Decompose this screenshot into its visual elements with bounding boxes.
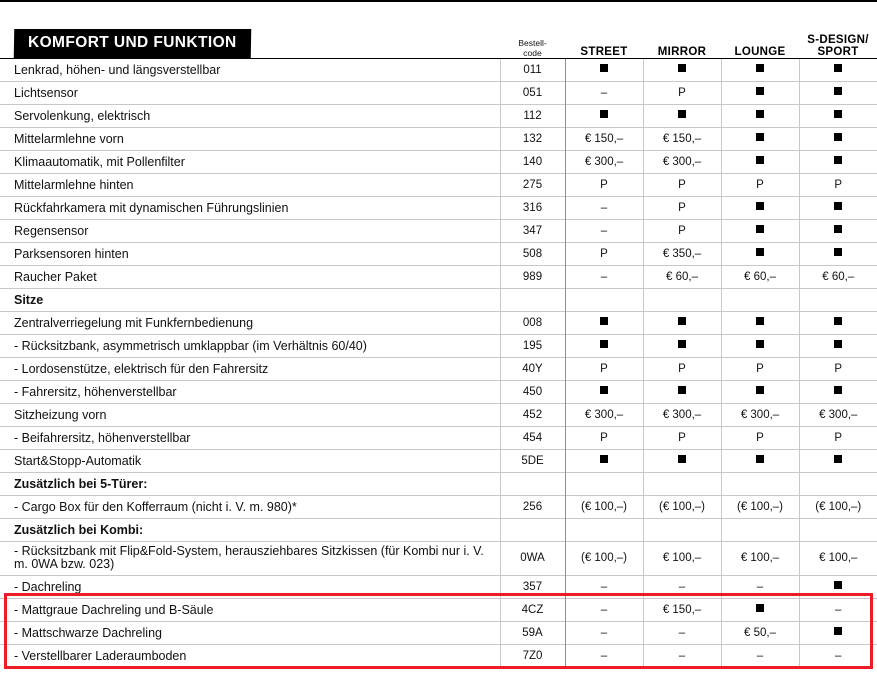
column-header-lounge: [721, 0, 799, 58]
table-row: [0, 334, 877, 357]
value-cell-mirror: € 60,–: [643, 265, 721, 288]
table-header: [0, 0, 877, 58]
feature-label: Klimaautomatik, mit Pollenfilter: [0, 150, 500, 173]
order-code-cell: [500, 472, 565, 495]
value-cell-street: [565, 104, 643, 127]
feature-label: Regensensor: [0, 219, 500, 242]
feature-label: Sitze: [0, 288, 500, 311]
order-code-cell: 275: [500, 173, 565, 196]
value-cell-lounge: € 300,–: [721, 403, 799, 426]
order-code-header: [500, 0, 565, 58]
standard-equipment-icon: [834, 248, 842, 256]
value-cell-sdesign-sport: [799, 242, 877, 265]
value-cell-mirror: € 150,–: [643, 127, 721, 150]
value-cell-sdesign-sport: [799, 621, 877, 644]
column-header-lounge-line1: LOUNGE: [734, 45, 786, 58]
value-cell-sdesign-sport: P: [799, 426, 877, 449]
standard-equipment-icon: [756, 64, 764, 72]
standard-equipment-icon: [756, 386, 764, 394]
standard-equipment-icon: [678, 317, 686, 325]
value-cell-lounge: [721, 104, 799, 127]
standard-equipment-icon: [834, 455, 842, 463]
value-cell-mirror: [643, 449, 721, 472]
standard-equipment-icon: [678, 340, 686, 348]
order-code-cell: 051: [500, 81, 565, 104]
order-code-header-line1: Bestell-: [518, 37, 547, 48]
value-cell-lounge: P: [721, 173, 799, 196]
standard-equipment-icon: [834, 110, 842, 118]
feature-label: Raucher Paket: [0, 265, 500, 288]
table-row: [0, 644, 877, 667]
table-section-row: [0, 518, 877, 541]
value-cell-street: –: [565, 621, 643, 644]
feature-label: - Mattschwarze Dachreling: [0, 621, 500, 644]
value-cell-street: P: [565, 173, 643, 196]
value-cell-street: [565, 380, 643, 403]
table-row: [0, 311, 877, 334]
value-cell-sdesign-sport: [799, 380, 877, 403]
table-row: [0, 380, 877, 403]
value-cell-street: [565, 449, 643, 472]
feature-label: Servolenkung, elektrisch: [0, 104, 500, 127]
value-cell-lounge: [721, 380, 799, 403]
order-code-cell: 316: [500, 196, 565, 219]
value-cell-mirror: € 300,–: [643, 403, 721, 426]
order-code-cell: 347: [500, 219, 565, 242]
order-code-header-line2: code: [523, 47, 542, 58]
value-cell-street: (€ 100,–): [565, 541, 643, 575]
order-code-cell: 008: [500, 311, 565, 334]
standard-equipment-icon: [756, 156, 764, 164]
value-cell-mirror: € 300,–: [643, 150, 721, 173]
table-row: [0, 621, 877, 644]
table-row: [0, 196, 877, 219]
section-title-banner: [14, 29, 251, 58]
feature-label: - Cargo Box für den Kofferraum (nicht i. V. m. 980)*: [0, 495, 500, 518]
value-cell-lounge: [721, 472, 799, 495]
value-cell-mirror: P: [643, 173, 721, 196]
table-row: [0, 242, 877, 265]
order-code-cell: 59A: [500, 621, 565, 644]
value-cell-lounge: € 60,–: [721, 265, 799, 288]
table-body: [0, 58, 877, 667]
standard-equipment-icon: [756, 604, 764, 612]
value-cell-lounge: P: [721, 357, 799, 380]
standard-equipment-icon: [834, 87, 842, 95]
standard-equipment-icon: [600, 340, 608, 348]
value-cell-mirror: [643, 288, 721, 311]
value-cell-street: € 300,–: [565, 150, 643, 173]
value-cell-sdesign-sport: [799, 518, 877, 541]
order-code-cell: 011: [500, 58, 565, 81]
feature-label: Parksensoren hinten: [0, 242, 500, 265]
standard-equipment-icon: [678, 386, 686, 394]
table-row: [0, 81, 877, 104]
column-header-sdesign-line1: S-DESIGN/: [807, 33, 869, 46]
value-cell-lounge: [721, 219, 799, 242]
value-cell-lounge: € 50,–: [721, 621, 799, 644]
order-code-cell: 508: [500, 242, 565, 265]
standard-equipment-icon: [834, 225, 842, 233]
value-cell-sdesign-sport: [799, 127, 877, 150]
standard-equipment-icon: [834, 133, 842, 141]
value-cell-sdesign-sport: [799, 58, 877, 81]
value-cell-lounge: € 100,–: [721, 541, 799, 575]
standard-equipment-icon: [600, 64, 608, 72]
value-cell-lounge: [721, 150, 799, 173]
value-cell-street: –: [565, 598, 643, 621]
feature-label: Lenkrad, höhen- und längsverstellbar: [0, 58, 500, 81]
value-cell-sdesign-sport: P: [799, 357, 877, 380]
table-row: [0, 403, 877, 426]
value-cell-sdesign-sport: –: [799, 598, 877, 621]
standard-equipment-icon: [756, 340, 764, 348]
standard-equipment-icon: [834, 317, 842, 325]
table-row: [0, 219, 877, 242]
feature-label: - Dachreling: [0, 575, 500, 598]
value-cell-lounge: [721, 196, 799, 219]
standard-equipment-icon: [756, 248, 764, 256]
table-row: [0, 58, 877, 81]
standard-equipment-icon: [678, 455, 686, 463]
value-cell-street: € 300,–: [565, 403, 643, 426]
table-row: [0, 104, 877, 127]
table-row: [0, 541, 877, 575]
column-header-mirror-line1: MIRROR: [657, 45, 707, 58]
value-cell-mirror: [643, 104, 721, 127]
standard-equipment-icon: [834, 340, 842, 348]
value-cell-sdesign-sport: [799, 150, 877, 173]
feature-label: Zusätzlich bei 5-Türer:: [0, 472, 500, 495]
standard-equipment-icon: [834, 64, 842, 72]
standard-equipment-icon: [600, 317, 608, 325]
order-code-cell: 7Z0: [500, 644, 565, 667]
standard-equipment-icon: [756, 225, 764, 233]
value-cell-mirror: [643, 58, 721, 81]
value-cell-street: –: [565, 265, 643, 288]
column-header-mirror: [643, 0, 721, 58]
feature-label: - Lordosenstütze, elektrisch für den Fahrersitz: [0, 357, 500, 380]
order-code-cell: 450: [500, 380, 565, 403]
value-cell-sdesign-sport: [799, 449, 877, 472]
feature-label: - Rücksitzbank, asymmetrisch umklappbar (im Verhältnis 60/40): [0, 334, 500, 357]
page-title: KOMFORT UND FUNKTION: [28, 33, 237, 51]
value-cell-sdesign-sport: [799, 196, 877, 219]
value-cell-lounge: [721, 449, 799, 472]
value-cell-sdesign-sport: (€ 100,–): [799, 495, 877, 518]
order-code-cell: 132: [500, 127, 565, 150]
table-section-row: [0, 472, 877, 495]
value-cell-sdesign-sport: P: [799, 173, 877, 196]
feature-label: Start&Stopp-Automatik: [0, 449, 500, 472]
value-cell-mirror: (€ 100,–): [643, 495, 721, 518]
value-cell-mirror: [643, 380, 721, 403]
order-code-cell: [500, 288, 565, 311]
value-cell-mirror: € 100,–: [643, 541, 721, 575]
value-cell-street: [565, 518, 643, 541]
value-cell-mirror: € 350,–: [643, 242, 721, 265]
standard-equipment-icon: [756, 317, 764, 325]
order-code-cell: 0WA: [500, 541, 565, 575]
feature-label: - Rücksitzbank mit Flip&Fold-System, herausziehbares Sitzkissen (für Kombi nur i. V. m. 0WA bzw. 023): [0, 541, 500, 575]
table-section-row: [0, 288, 877, 311]
order-code-cell: 357: [500, 575, 565, 598]
value-cell-street: (€ 100,–): [565, 495, 643, 518]
feature-label: - Fahrersitz, höhenverstellbar: [0, 380, 500, 403]
value-cell-lounge: –: [721, 644, 799, 667]
value-cell-street: P: [565, 242, 643, 265]
table-row: [0, 357, 877, 380]
value-cell-lounge: –: [721, 575, 799, 598]
table-row: [0, 127, 877, 150]
feature-label: - Beifahrersitz, höhenverstellbar: [0, 426, 500, 449]
value-cell-mirror: € 150,–: [643, 598, 721, 621]
feature-label: Rückfahrkamera mit dynamischen Führungslinien: [0, 196, 500, 219]
section-title-cell: [0, 0, 500, 58]
value-cell-sdesign-sport: [799, 575, 877, 598]
value-cell-mirror: –: [643, 621, 721, 644]
value-cell-sdesign-sport: [799, 219, 877, 242]
table-row: [0, 495, 877, 518]
value-cell-street: –: [565, 644, 643, 667]
standard-equipment-icon: [600, 110, 608, 118]
order-code-cell: 112: [500, 104, 565, 127]
value-cell-mirror: P: [643, 219, 721, 242]
value-cell-mirror: [643, 311, 721, 334]
column-header-sdesign-sport: [799, 0, 877, 58]
value-cell-mirror: P: [643, 357, 721, 380]
value-cell-mirror: [643, 518, 721, 541]
table-row: [0, 598, 877, 621]
value-cell-sdesign-sport: [799, 334, 877, 357]
value-cell-lounge: [721, 518, 799, 541]
value-cell-sdesign-sport: [799, 472, 877, 495]
table-row: [0, 426, 877, 449]
value-cell-sdesign-sport: [799, 311, 877, 334]
standard-equipment-icon: [678, 110, 686, 118]
order-code-cell: 4CZ: [500, 598, 565, 621]
table-row: [0, 449, 877, 472]
standard-equipment-icon: [834, 202, 842, 210]
feature-label: Zentralverriegelung mit Funkfernbedienung: [0, 311, 500, 334]
standard-equipment-icon: [756, 110, 764, 118]
standard-equipment-icon: [600, 386, 608, 394]
feature-label: - Verstellbarer Laderaumboden: [0, 644, 500, 667]
value-cell-mirror: P: [643, 426, 721, 449]
table-row: [0, 173, 877, 196]
standard-equipment-icon: [756, 202, 764, 210]
feature-label: Lichtsensor: [0, 81, 500, 104]
value-cell-lounge: [721, 311, 799, 334]
standard-equipment-icon: [834, 386, 842, 394]
value-cell-sdesign-sport: [799, 81, 877, 104]
value-cell-street: € 150,–: [565, 127, 643, 150]
column-header-street: [565, 0, 643, 58]
standard-equipment-icon: [678, 64, 686, 72]
feature-label: - Mattgraue Dachreling und B-Säule: [0, 598, 500, 621]
value-cell-lounge: [721, 334, 799, 357]
standard-equipment-icon: [756, 455, 764, 463]
value-cell-sdesign-sport: € 300,–: [799, 403, 877, 426]
column-header-street-line1: STREET: [580, 45, 628, 58]
value-cell-lounge: [721, 127, 799, 150]
order-code-cell: 5DE: [500, 449, 565, 472]
order-code-cell: 989: [500, 265, 565, 288]
standard-equipment-icon: [600, 455, 608, 463]
order-code-cell: 256: [500, 495, 565, 518]
value-cell-lounge: [721, 242, 799, 265]
value-cell-street: –: [565, 575, 643, 598]
value-cell-mirror: [643, 334, 721, 357]
standard-equipment-icon: [834, 156, 842, 164]
feature-label: Zusätzlich bei Kombi:: [0, 518, 500, 541]
standard-equipment-icon: [756, 87, 764, 95]
table-row: [0, 150, 877, 173]
order-code-cell: 452: [500, 403, 565, 426]
value-cell-street: [565, 288, 643, 311]
standard-equipment-icon: [834, 581, 842, 589]
value-cell-sdesign-sport: [799, 104, 877, 127]
table-row: [0, 265, 877, 288]
value-cell-lounge: [721, 81, 799, 104]
order-code-cell: 140: [500, 150, 565, 173]
standard-equipment-icon: [756, 133, 764, 141]
value-cell-street: P: [565, 426, 643, 449]
feature-label: Mittelarmlehne hinten: [0, 173, 500, 196]
feature-label: Mittelarmlehne vorn: [0, 127, 500, 150]
value-cell-mirror: [643, 472, 721, 495]
value-cell-lounge: [721, 288, 799, 311]
order-code-cell: 195: [500, 334, 565, 357]
value-cell-street: P: [565, 357, 643, 380]
value-cell-street: –: [565, 81, 643, 104]
value-cell-mirror: –: [643, 644, 721, 667]
value-cell-street: [565, 472, 643, 495]
value-cell-sdesign-sport: € 100,–: [799, 541, 877, 575]
value-cell-mirror: P: [643, 81, 721, 104]
order-code-cell: 454: [500, 426, 565, 449]
value-cell-street: –: [565, 196, 643, 219]
value-cell-street: –: [565, 219, 643, 242]
value-cell-lounge: P: [721, 426, 799, 449]
value-cell-mirror: –: [643, 575, 721, 598]
value-cell-lounge: [721, 598, 799, 621]
table-row: [0, 575, 877, 598]
standard-equipment-icon: [834, 627, 842, 635]
value-cell-street: [565, 311, 643, 334]
column-header-sdesign-line2: SPORT: [817, 45, 859, 58]
order-code-cell: 40Y: [500, 357, 565, 380]
value-cell-lounge: (€ 100,–): [721, 495, 799, 518]
value-cell-sdesign-sport: –: [799, 644, 877, 667]
value-cell-sdesign-sport: € 60,–: [799, 265, 877, 288]
order-code-cell: [500, 518, 565, 541]
value-cell-lounge: [721, 58, 799, 81]
value-cell-street: [565, 334, 643, 357]
value-cell-street: [565, 58, 643, 81]
feature-label: Sitzheizung vorn: [0, 403, 500, 426]
value-cell-sdesign-sport: [799, 288, 877, 311]
value-cell-mirror: P: [643, 196, 721, 219]
